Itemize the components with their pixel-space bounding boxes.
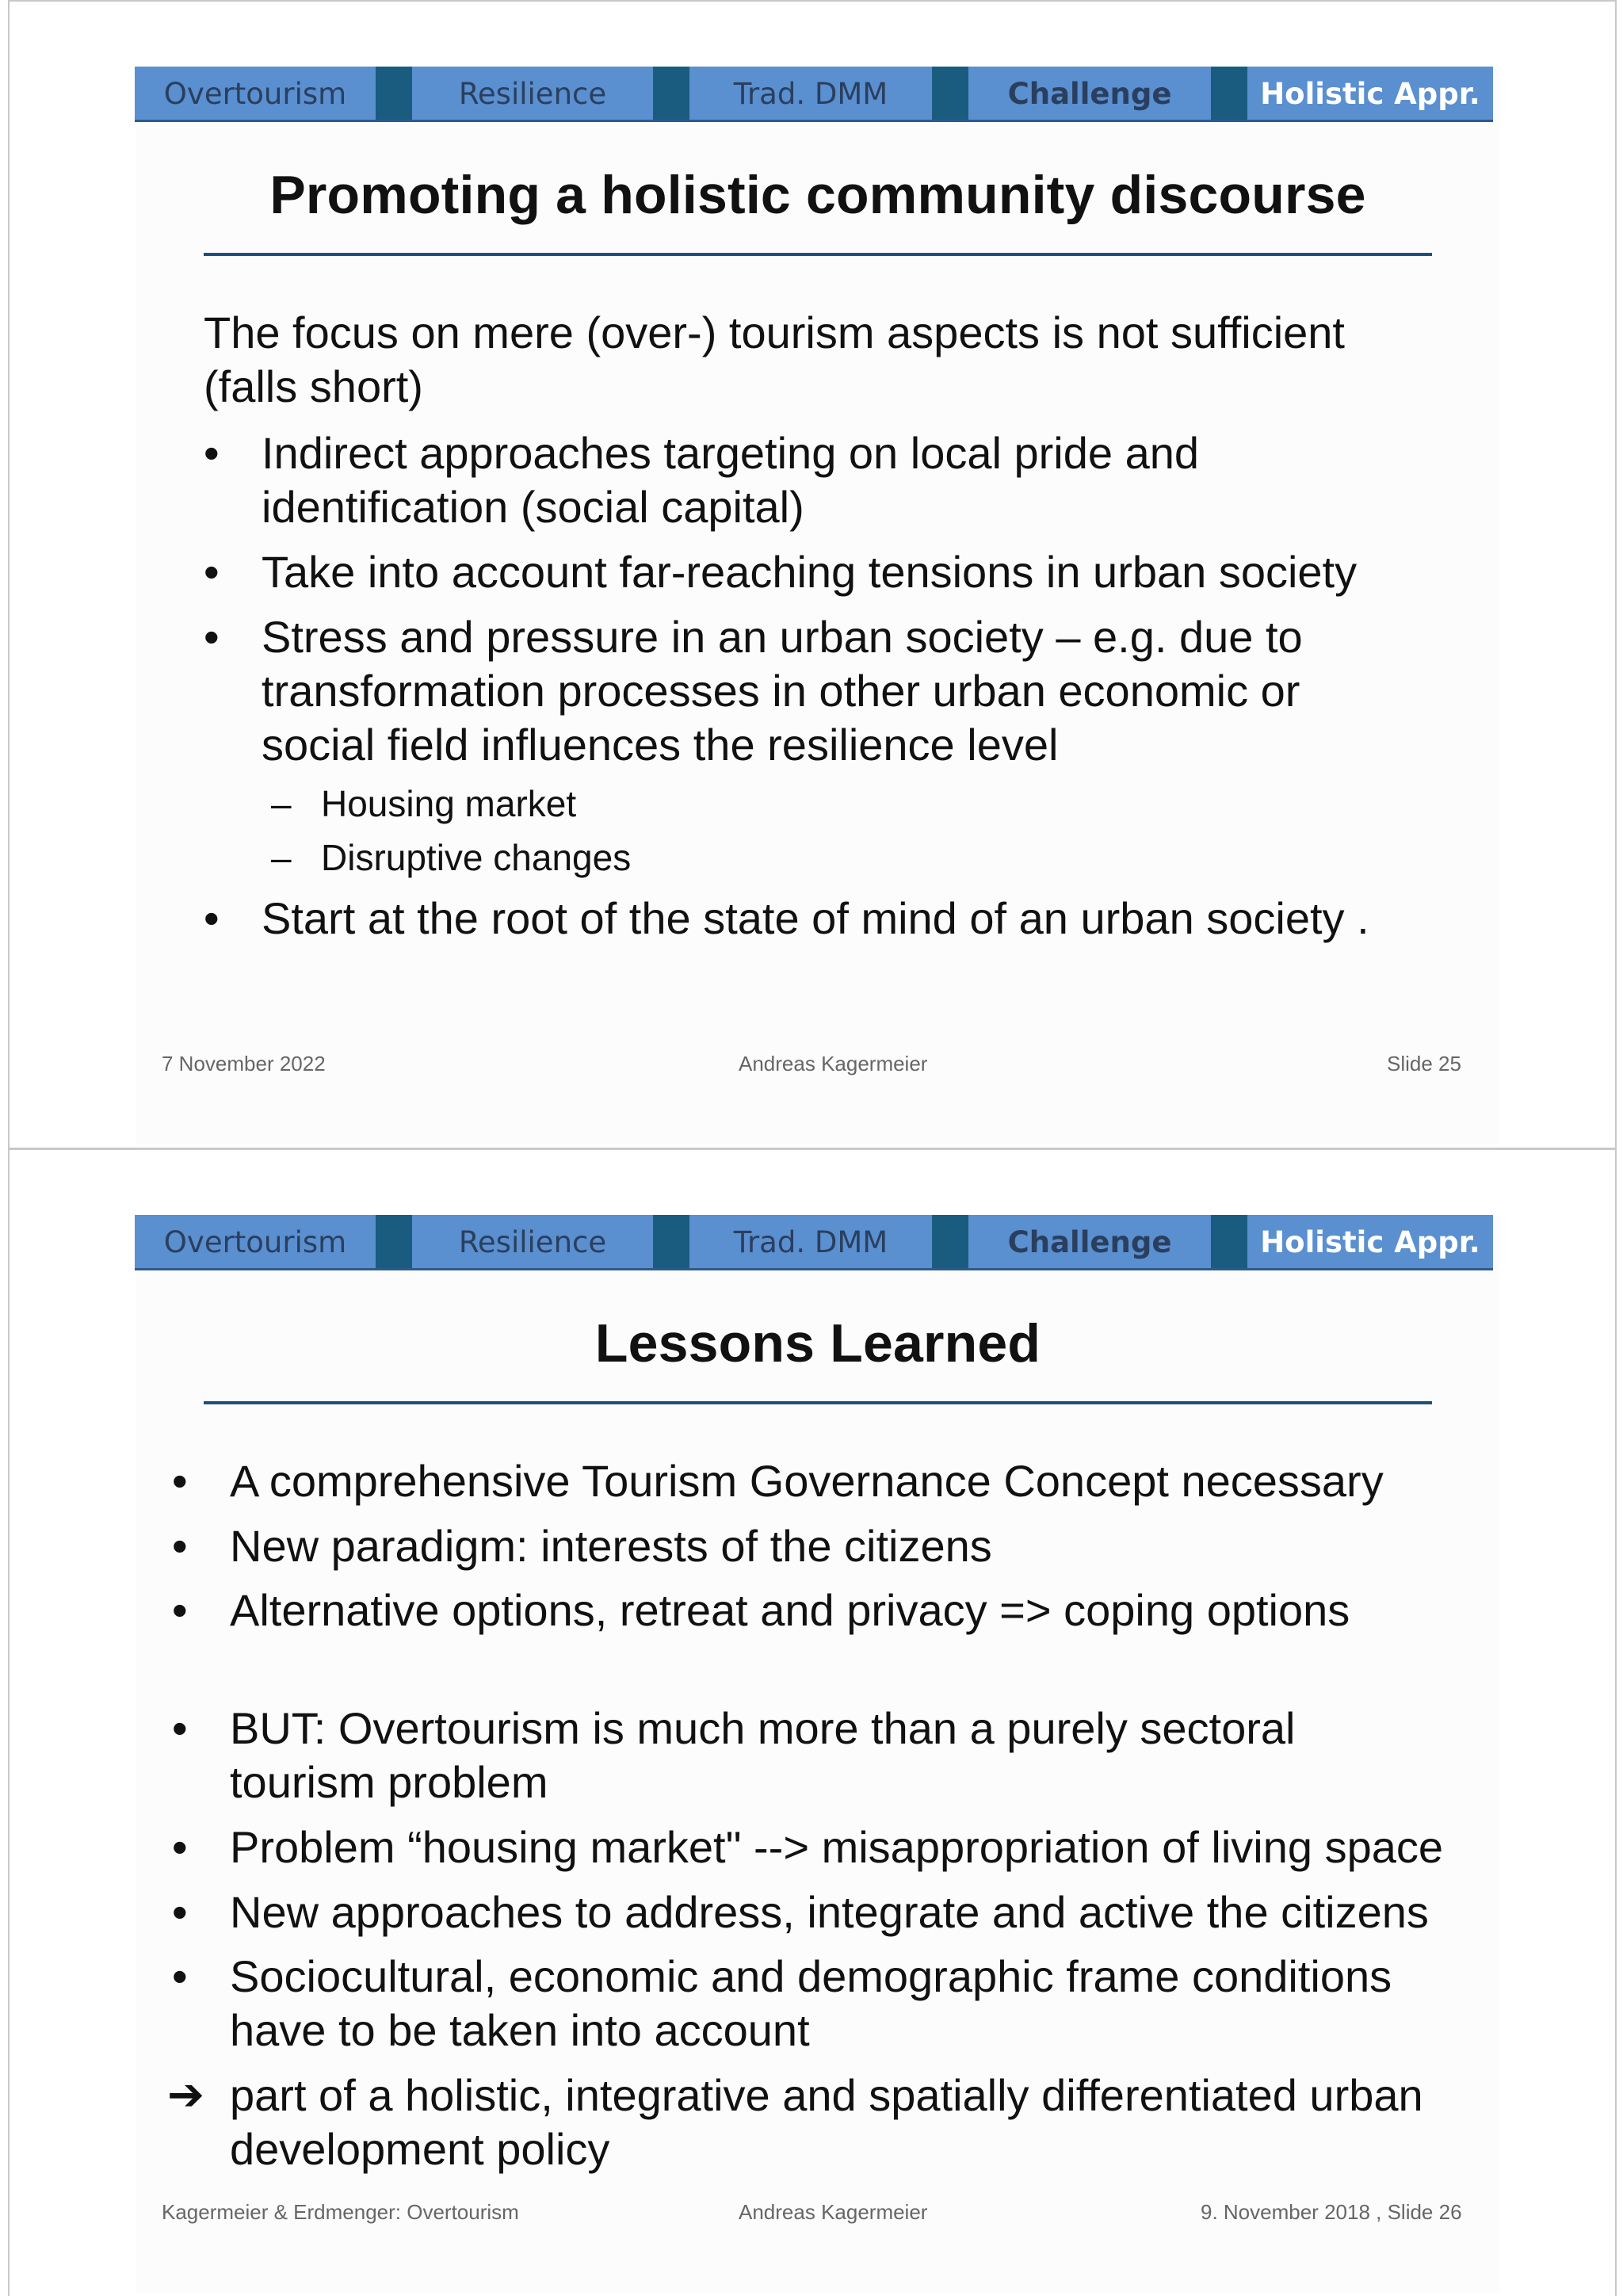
nav-tab-holistic-appr[interactable]: Holistic Appr. xyxy=(1260,77,1480,111)
slide-title: Promoting a holistic community discourse xyxy=(269,165,1366,225)
bullet-mark: • xyxy=(172,1521,188,1571)
title-underline xyxy=(204,1401,1432,1404)
slide-25 xyxy=(8,0,1617,1149)
bullet-mark: • xyxy=(172,1822,188,1872)
nav-tab-holistic-appr[interactable]: Holistic Appr. xyxy=(1260,1225,1480,1259)
bullet-line: have to be taken into account xyxy=(230,2005,810,2055)
bullet-line: Alternative options, retreat and privacy => coping options xyxy=(230,1585,1350,1635)
footer-citation: Kagermeier & Erdmenger: Overtourism xyxy=(162,2200,519,2224)
nav-tab-resilience[interactable]: Resilience xyxy=(412,67,689,120)
slide-26 xyxy=(8,1148,1617,2296)
bullet-line: tourism problem xyxy=(230,1757,548,1807)
sub-bullet-text: Disruptive changes xyxy=(321,837,632,878)
bullet-mark: • xyxy=(204,547,220,597)
bullet-text xyxy=(262,426,1199,534)
bullet-text xyxy=(230,1702,1295,1809)
bullet-text xyxy=(230,1950,1392,2057)
bullet-mark: • xyxy=(172,1951,188,2001)
bullet-mark: • xyxy=(172,1585,188,1635)
footer-date: 7 November 2022 xyxy=(162,1052,326,1075)
bullet-line: identification (social capital) xyxy=(262,482,804,532)
bullet-line: transformation processes in other urban economic or xyxy=(262,666,1300,716)
footer-slide-number: Slide 25 xyxy=(1387,1052,1461,1075)
sub-bullet-text: Housing market xyxy=(321,783,577,824)
bullet-mark: • xyxy=(172,1703,188,1753)
bullet-mark: • xyxy=(204,893,220,943)
bullet-line: BUT: Overtourism is much more than a purely sectoral xyxy=(230,1703,1296,1753)
intro-line: The focus on mere (over-) tourism aspects is not sufficient xyxy=(204,308,1345,357)
footer-date-slide-number: 9. November 2018 , Slide 26 xyxy=(1201,2200,1462,2224)
nav-tab-resilience[interactable]: Resilience xyxy=(412,1215,689,1268)
arrow-right-icon: ➔ xyxy=(167,2069,204,2121)
nav-tab-overtourism[interactable]: Overtourism xyxy=(135,67,412,120)
bullet-text xyxy=(230,1519,992,1573)
bullet-line: Sociocultural, economic and demographic frame conditions xyxy=(230,1951,1392,2001)
bullet-line: Start at the root of the state of mind of an urban society . xyxy=(262,893,1369,943)
bullet-line: Indirect approaches targeting on local pride and xyxy=(262,428,1199,478)
bullet-text xyxy=(230,1820,1443,1874)
nav-tab-challenge[interactable]: Challenge xyxy=(968,1215,1247,1268)
intro-line: (falls short) xyxy=(204,361,423,411)
section-navbar xyxy=(135,1215,1493,1270)
bullet-text xyxy=(262,545,1357,599)
bullet-text xyxy=(230,1454,1384,1508)
bullet-line: New paradigm: interests of the citizens xyxy=(230,1521,992,1571)
bullet-mark: • xyxy=(204,612,220,662)
title-underline xyxy=(204,253,1432,256)
bullet-text xyxy=(262,610,1303,772)
conclusion-line: development policy xyxy=(230,2124,610,2174)
footer-author: Andreas Kagermeier xyxy=(739,2200,928,2224)
nav-tab-trad-dmm[interactable]: Trad. DMM xyxy=(689,1215,968,1268)
footer-author: Andreas Kagermeier xyxy=(739,1052,928,1075)
bullet-line: New approaches to address, integrate and active the citizens xyxy=(230,1887,1429,1937)
bullet-line: social field influences the resilience level xyxy=(262,720,1059,770)
dash-mark: – xyxy=(271,783,292,824)
bullet-line: Problem “housing market" --> misappropriation of living space xyxy=(230,1822,1444,1872)
dash-mark: – xyxy=(271,837,292,878)
slide-background xyxy=(136,67,1499,1144)
slide-title: Lessons Learned xyxy=(594,1313,1041,1373)
nav-tab-trad-dmm[interactable]: Trad. DMM xyxy=(689,67,968,120)
section-navbar xyxy=(135,67,1493,122)
conclusion-text xyxy=(230,2069,1423,2176)
bullet-text xyxy=(262,892,1369,946)
bullet-line: Take into account far-reaching tensions in urban society xyxy=(262,547,1358,597)
conclusion-line: part of a holistic, integrative and spatially differentiated urban xyxy=(230,2070,1423,2120)
bullet-line: A comprehensive Tourism Governance Concept necessary xyxy=(230,1456,1384,1506)
bullet-mark: • xyxy=(172,1456,188,1506)
bullet-mark: • xyxy=(172,1887,188,1937)
bullet-line: Stress and pressure in an urban society – e.g. due to xyxy=(262,612,1303,662)
nav-tab-overtourism[interactable]: Overtourism xyxy=(135,1215,412,1268)
bullet-text xyxy=(230,1885,1429,1939)
bullet-text xyxy=(230,1584,1350,1637)
intro-text xyxy=(204,306,1345,414)
nav-tab-challenge[interactable]: Challenge xyxy=(968,67,1247,120)
bullet-mark: • xyxy=(204,428,220,478)
